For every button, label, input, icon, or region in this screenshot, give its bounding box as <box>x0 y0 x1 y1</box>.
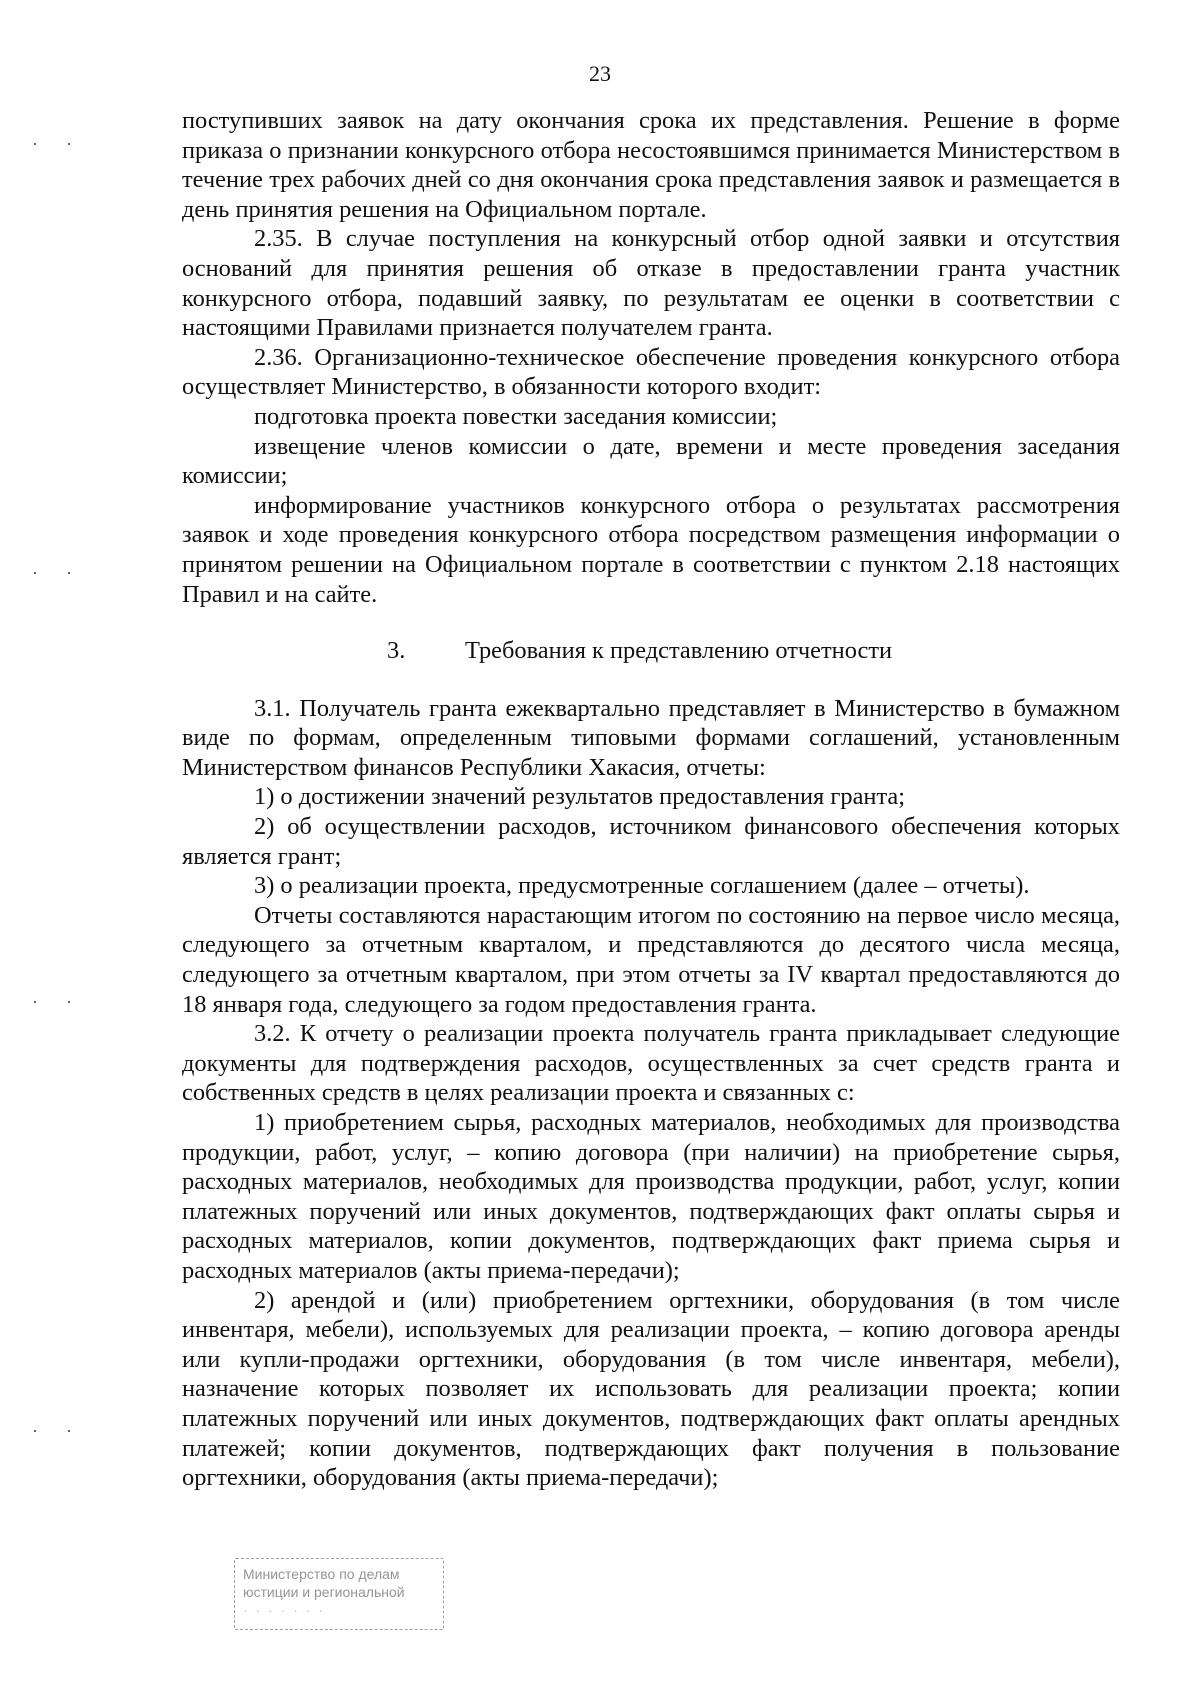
binding-hole-mark <box>68 143 70 145</box>
paragraph-2-36: 2.36. Организационно-техническое обеспечение проведения конкурсного отбора осуществляет Министерство, в обязанности которого входит: <box>182 343 1120 401</box>
binding-hole-mark <box>34 1430 36 1432</box>
binding-hole-mark <box>34 143 36 145</box>
list-item: 3) о реализации проекта, предусмотренные соглашением (далее – отчеты). <box>254 872 1030 900</box>
stamp-line: · · · · · · · <box>243 1602 325 1618</box>
list-item: 1) о достижении значений результатов предоставления гранта; <box>254 783 906 811</box>
ministry-stamp <box>234 1558 444 1630</box>
list-item: подготовка проекта повестки заседания комиссии; <box>254 402 778 430</box>
stamp-line: юстиции и региональной <box>243 1584 405 1600</box>
binding-hole-mark <box>34 1001 36 1003</box>
paragraph-2-35: 2.35. В случае поступления на конкурсный отбор одной заявки и отсутствия оснований для принятия решения об отказе в предоставлении гранта участник конкурсного отбора, подавший заявку, по результатам ее оценки в соответствии с настоящими Правилами признается получателем гранта. <box>182 225 1120 342</box>
list-item: 2) об осуществлении расходов, источником финансового обеспечения которых является грант; <box>182 813 1120 870</box>
binding-hole-mark <box>68 572 70 574</box>
binding-hole-mark <box>68 1001 70 1003</box>
section-heading <box>182 636 1120 666</box>
paragraph: поступивших заявок на дату окончания срока их представления. Решение в форме приказа о признании конкурсного отбора несостоявшимся принимается Министерством в течение трех рабочих дней со дня окончания срока представления заявок и размещается в день принятия решения на Официальном портале. <box>182 107 1120 223</box>
binding-hole-mark <box>68 1430 70 1432</box>
paragraph: Отчеты составляются нарастающим итогом по состоянию на первое число месяца, следующего за отчетным кварталом, и представляются до десятого числа месяца, следующего за отчетным кварталом, при этом отчеты за IV квартал предоставляются до 18 января года, следующего за годом предоставления гранта. <box>182 901 1120 1018</box>
document-body <box>182 106 1120 1493</box>
list-item: 1) приобретением сырья, расходных материалов, необходимых для производства продукции, работ, услуг, – копию договора (при наличии) на приобретение сырья, расходных материалов, необходимых для производства продукции, работ, услуг, копии платежных поручений или иных документов, подтверждающих факт оплаты сырья и расходных материалов, копии документов, подтверждающих факт приема сырья и расходных материалов (акты приема-передачи); <box>182 1109 1120 1284</box>
list-item: 2) арендой и (или) приобретением оргтехники, оборудования (в том числе инвентаря, мебели), используемых для реализации проекта, – копию договора аренды или купли-продажи оргтехники, оборудования (в том числе инвентаря, мебели), назначение которых позволяет их использовать для реализации проекта; копии платежных поручений или иных документов, подтверждающих факт оплаты арендных платежей; копии документов, подтверждающих факт получения в пользование оргтехники, оборудования (акты приема-передачи); <box>182 1286 1120 1492</box>
list-item: извещение членов комиссии о дате, времени и месте проведения заседания комиссии; <box>182 432 1120 490</box>
section-number: 3. <box>387 637 406 665</box>
page-number: 23 <box>589 61 611 86</box>
stamp-line: Министерство по делам <box>243 1566 400 1582</box>
section-title: Требования к представлению отчетности <box>465 637 893 665</box>
binding-hole-mark <box>34 572 36 574</box>
list-item: информирование участников конкурсного отбора о результатах рассмотрения заявок и ходе проведения конкурсного отбора посредством размещения информации о принятом решении на Официальном портале в соответствии с пунктом 2.18 настоящих Правил и на сайте. <box>182 491 1120 608</box>
paragraph-3-1: 3.1. Получатель гранта ежеквартально представляет в Министерство в бумажном виде по формам, определенным типовыми формами соглашений, установленным Министерством финансов Республики Хакасия, отчеты: <box>182 694 1120 781</box>
paragraph-3-2: 3.2. К отчету о реализации проекта получатель гранта прикладывает следующие документы для подтверждения расходов, осуществленных за счет средств гранта и собственных средств в целях реализации проекта и связанных с: <box>182 1020 1120 1107</box>
